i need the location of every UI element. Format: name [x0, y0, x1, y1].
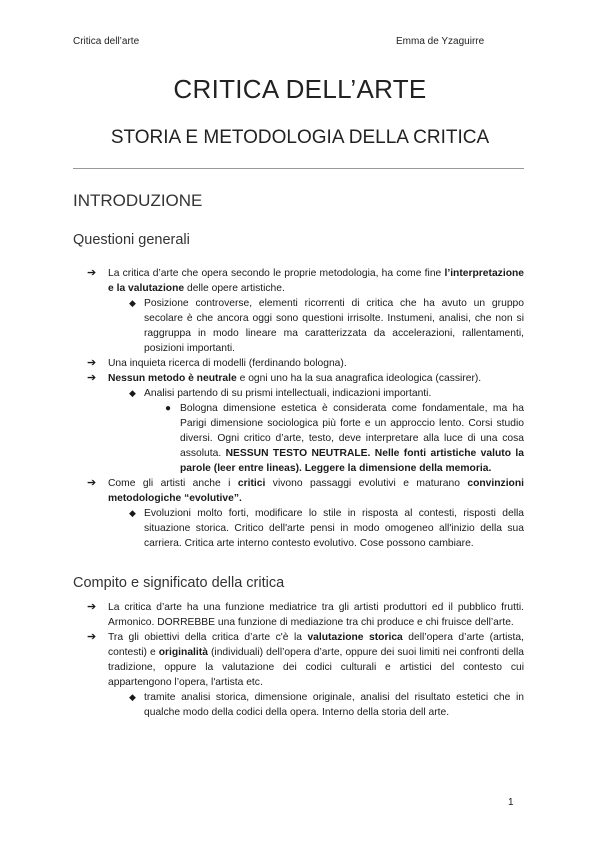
diamond-bullet-icon: ◆ [129, 692, 136, 702]
list-item [73, 386, 524, 401]
item-text: tramite analisi storica, dimensione originale, analisi del risultato estetici che in qualche modo della codici della opera. Interno della storia dell arte. [144, 692, 524, 718]
list-item [73, 600, 524, 630]
diamond-bullet-icon: ◆ [129, 508, 136, 518]
document-title: CRITICA DELL’ARTE [173, 74, 427, 104]
horizontal-rule [73, 168, 524, 169]
diamond-bullet-icon: ◆ [129, 298, 136, 308]
item-bold-text: l’interpretazione e la valutazione [108, 268, 524, 294]
item-text: dell’opera d’arte (artista, contesti) e [108, 632, 525, 658]
arrow-bullet-icon: ➔ [87, 267, 97, 279]
arrow-bullet-icon: ➔ [87, 601, 97, 613]
item-text: delle opere artistiche. [184, 283, 285, 294]
list-item [73, 690, 524, 720]
diamond-bullet-icon: ◆ [129, 388, 136, 398]
arrow-bullet-icon: ➔ [87, 631, 97, 643]
list-item [73, 296, 524, 356]
item-text: Bologna dimensione estetica è considerata come fondamentale, ma ha Parigi dimensione sociologica più forte e un approccio lento. Corsi studio diversi. Ogni critico d’arte, testo, deve interpretare alla luce di una cosa assoluta. [180, 403, 524, 459]
page-number: 1 [508, 797, 514, 808]
item-text: La critica d’arte che opera secondo le proprie metodologia, ha come fine [108, 268, 445, 279]
list-item [73, 630, 524, 690]
header-left: Critica dell’arte [73, 36, 140, 47]
list-item [73, 506, 524, 551]
item-text: La critica d’arte ha una funzione mediatrice tra gli artisti produttori ed il pubblico frutti. Armonico. DORREBBE una funzione di mediazione tra chi produce e chi fruisce dell’arte. [108, 602, 524, 628]
header-right: Emma de Yzaguirre [396, 36, 485, 47]
item-bold-text: critici [237, 478, 266, 489]
list-item [73, 371, 524, 386]
arrow-bullet-icon: ➔ [87, 477, 97, 489]
list-item [73, 401, 524, 476]
arrow-bullet-icon: ➔ [87, 372, 97, 384]
item-text: Evoluzioni molto forti, modificare lo stile in risposta al contesti, risposti della situazione storica. Critico dell'arte pensi in modo omogeneo all'inizio della sua carriera. Critica arte interno contesto evolutivo. Cose possono cambiare. [144, 508, 524, 549]
list-item [73, 356, 524, 371]
item-bold-text: convinzioni metodologiche “evolutive”. [108, 478, 524, 504]
section-heading-introduzione: INTRODUZIONE [73, 191, 203, 210]
list-item [73, 266, 524, 296]
item-text: e ogni uno ha la sua anagrafica ideologica (cassirer). [236, 373, 482, 384]
item-text: Come gli artisti anche i [108, 478, 238, 489]
item-bold-text: originalità [158, 647, 208, 658]
subheading-questioni-generali: Questioni generali [73, 232, 190, 248]
section-compito-list [73, 600, 524, 720]
item-bold-text: NESSUN TESTO NEUTRALE. Nelle fonti artistiche valuto la parole (leer entre lineas). Leggere la dimensione della memoria. [180, 448, 524, 474]
item-bold-text: Nessun metodo è neutrale [108, 373, 237, 384]
item-text: Tra gli obiettivi della critica d’arte c'è la [108, 632, 308, 643]
item-text: Analisi partendo di su prismi intellectuali, indicazioni importanti. [144, 388, 432, 399]
item-bold-text: valutazione storica [307, 632, 403, 643]
arrow-bullet-icon: ➔ [87, 357, 97, 369]
document-subtitle: STORIA E METODOLOGIA DELLA CRITICA [110, 127, 490, 148]
section-questioni-list [73, 266, 524, 551]
list-item [73, 476, 524, 506]
item-text: vivono passaggi evolutivi e maturano [265, 478, 468, 489]
item-text: (individuali) dell’opera d’arte, oppure dei suoi limiti nei confronti della tradizione, oppure la valutazione dei codici culturali e artistici del contesto cui appartengono l’opera, l'artista etc. [108, 647, 524, 688]
item-text: Posizione controverse, elementi ricorrenti di critica che ha avuto un gruppo secolare è che ancora oggi sono questioni irrisolte. Instumeni, analisi, che non si raggruppa in modo lineare ma caratterizzata da accelerazioni, rallentamenti, posizioni importanti. [144, 298, 524, 354]
subheading-compito: Compito e significato della critica [73, 575, 285, 591]
item-text: Una inquieta ricerca di modelli (ferdinando bologna). [108, 358, 347, 369]
dot-bullet-icon: ● [165, 403, 172, 414]
